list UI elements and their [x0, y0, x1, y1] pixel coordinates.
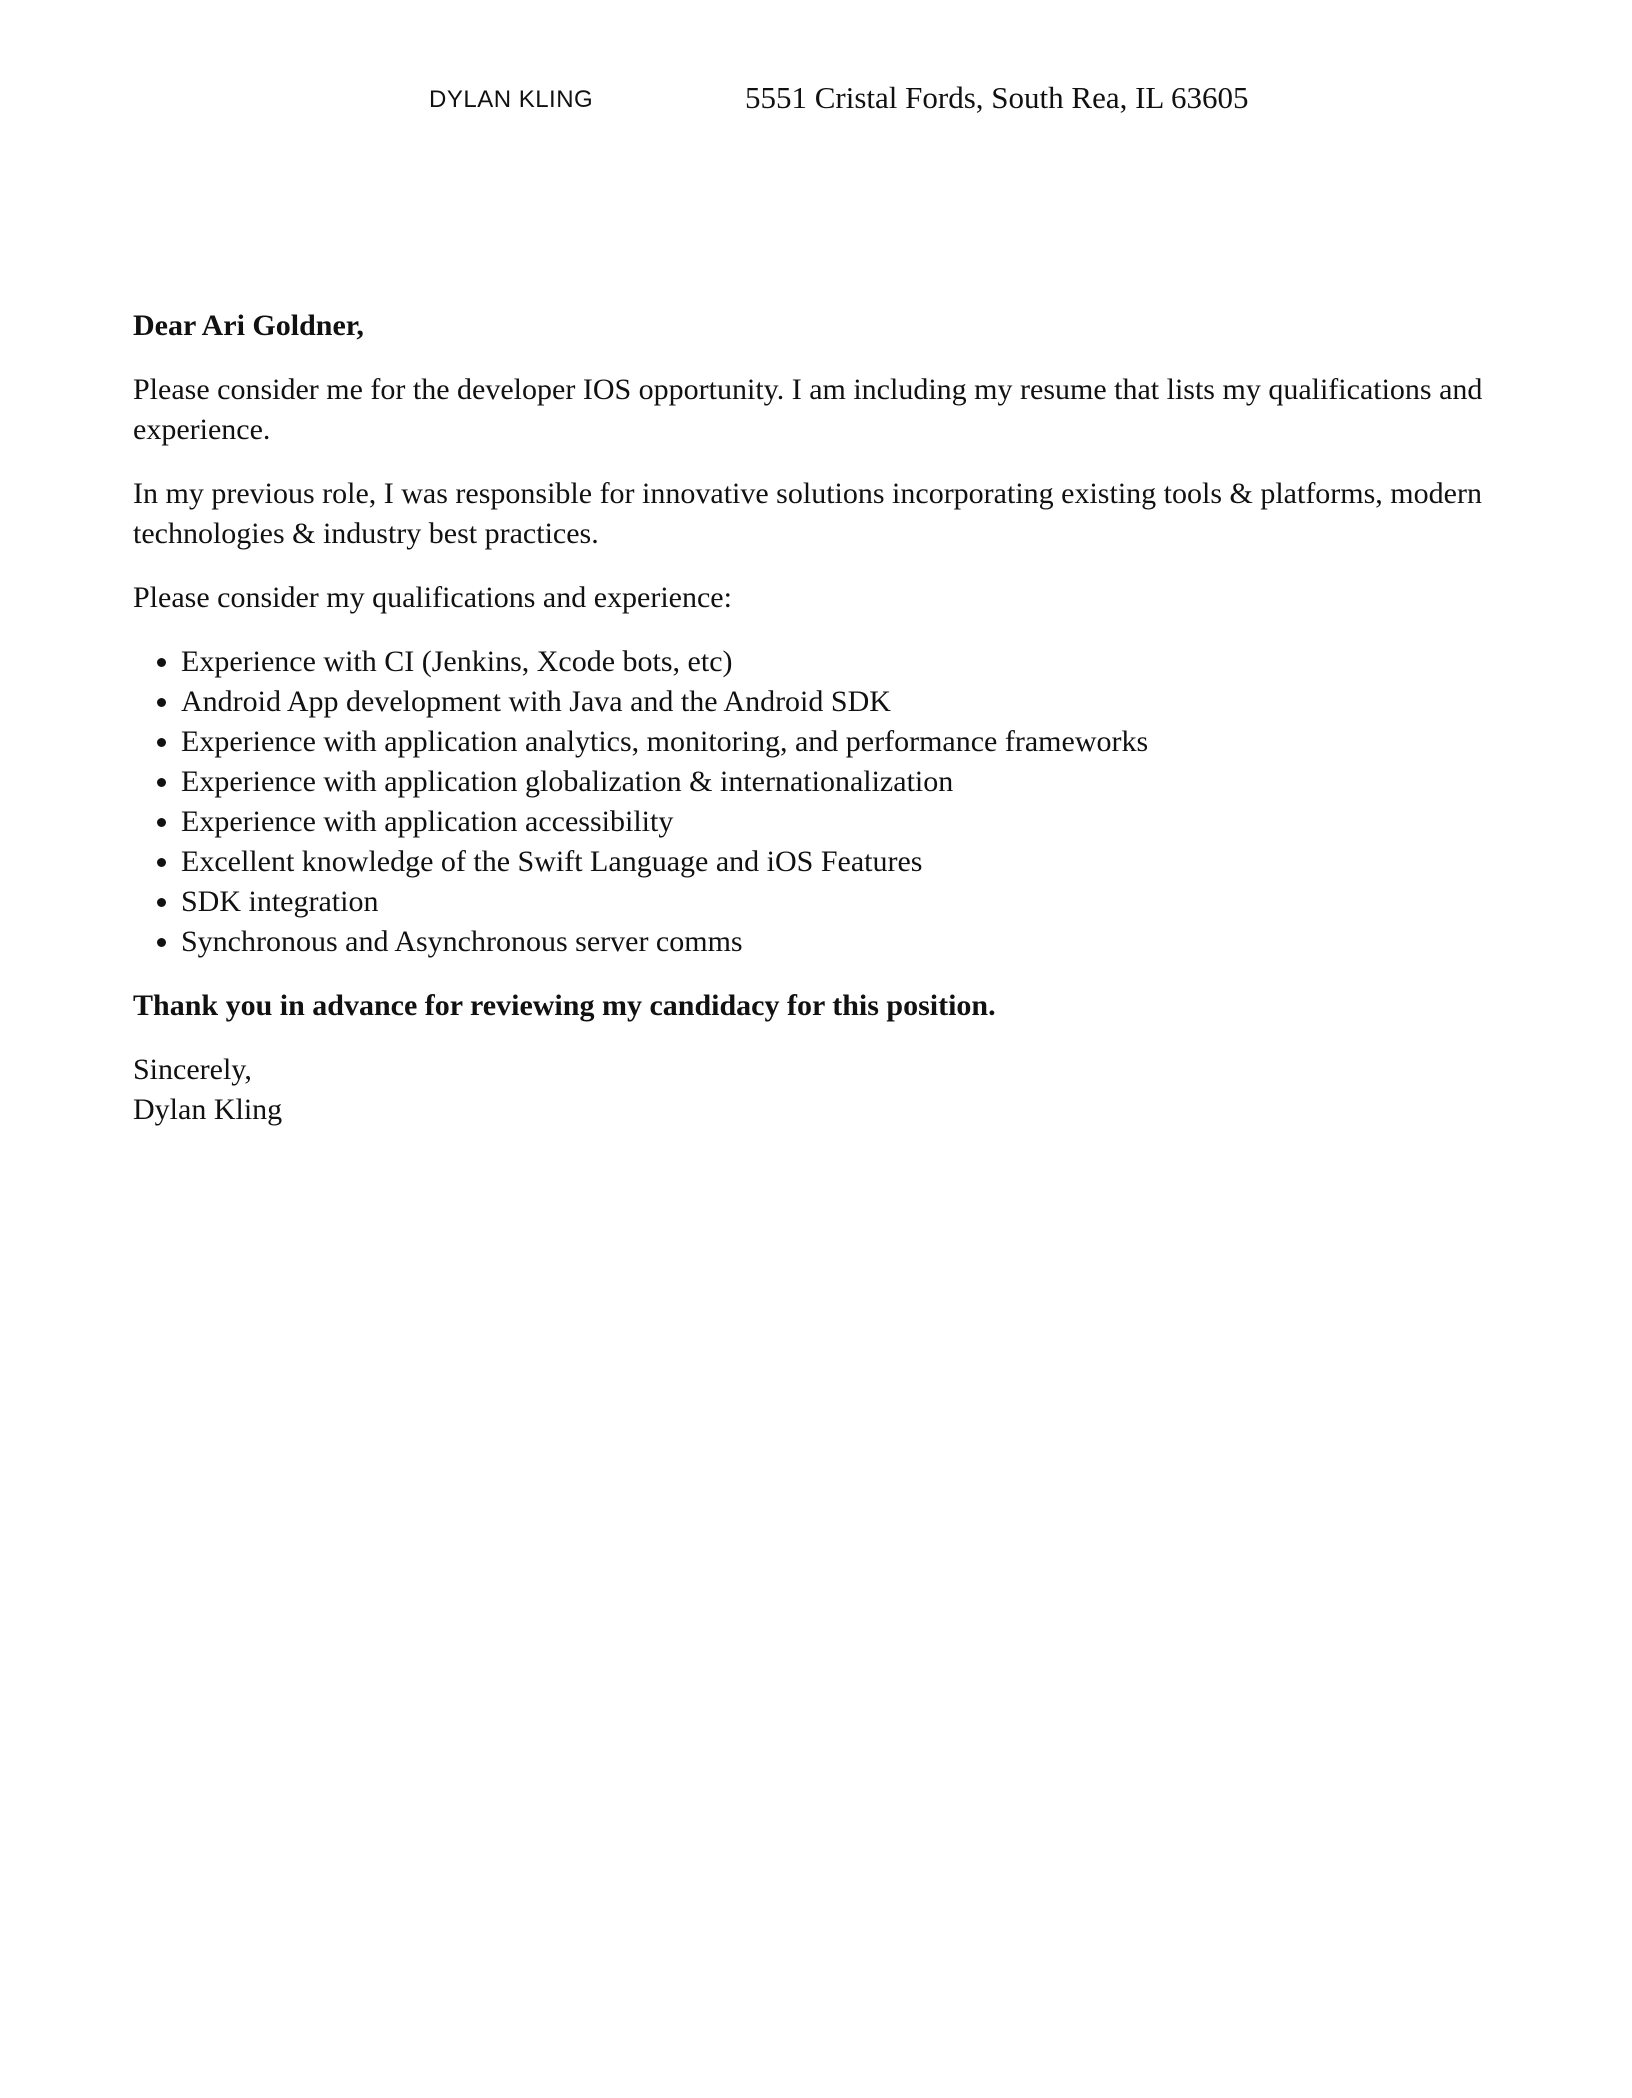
list-item: • Experience with application globalization & internationalization	[181, 762, 1513, 802]
intro-paragraph: Please consider me for the developer IOS opportunity. I am including my resume that lists my qualifications and experience.	[133, 373, 1483, 446]
signature: Dylan Kling	[133, 1093, 283, 1126]
list-item: • Experience with CI (Jenkins, Xcode bots, etc)	[181, 642, 1513, 682]
list-item: • SDK integration	[181, 882, 1513, 922]
list-item: • Experience with application accessibility	[181, 802, 1513, 842]
qualifications-intro: Please consider my qualifications and experience:	[133, 581, 732, 614]
list-item: • Synchronous and Asynchronous server comms	[181, 922, 1513, 962]
thanks-line: Thank you in advance for reviewing my candidacy for this position.	[133, 989, 996, 1022]
sender-address: 5551 Cristal Fords, South Rea, IL 63605	[745, 80, 1249, 115]
list-item: • Android App development with Java and the Android SDK	[181, 682, 1513, 722]
letter-body	[133, 306, 1513, 1130]
closing-block	[133, 1050, 1513, 1130]
list-item: • Experience with application analytics, monitoring, and performance frameworks	[181, 722, 1513, 762]
list-item: • Excellent knowledge of the Swift Language and iOS Features	[181, 842, 1513, 882]
qualifications-list	[133, 642, 1513, 962]
letter-header	[0, 80, 1632, 124]
closing: Sincerely,	[133, 1053, 252, 1086]
salutation: Dear Ari Goldner,	[133, 309, 364, 342]
sender-name: DYLAN KLING	[429, 86, 594, 113]
previous-role-paragraph: In my previous role, I was responsible for innovative solutions incorporating existing tools & platforms, modern technologies & industry best practices.	[133, 477, 1482, 550]
